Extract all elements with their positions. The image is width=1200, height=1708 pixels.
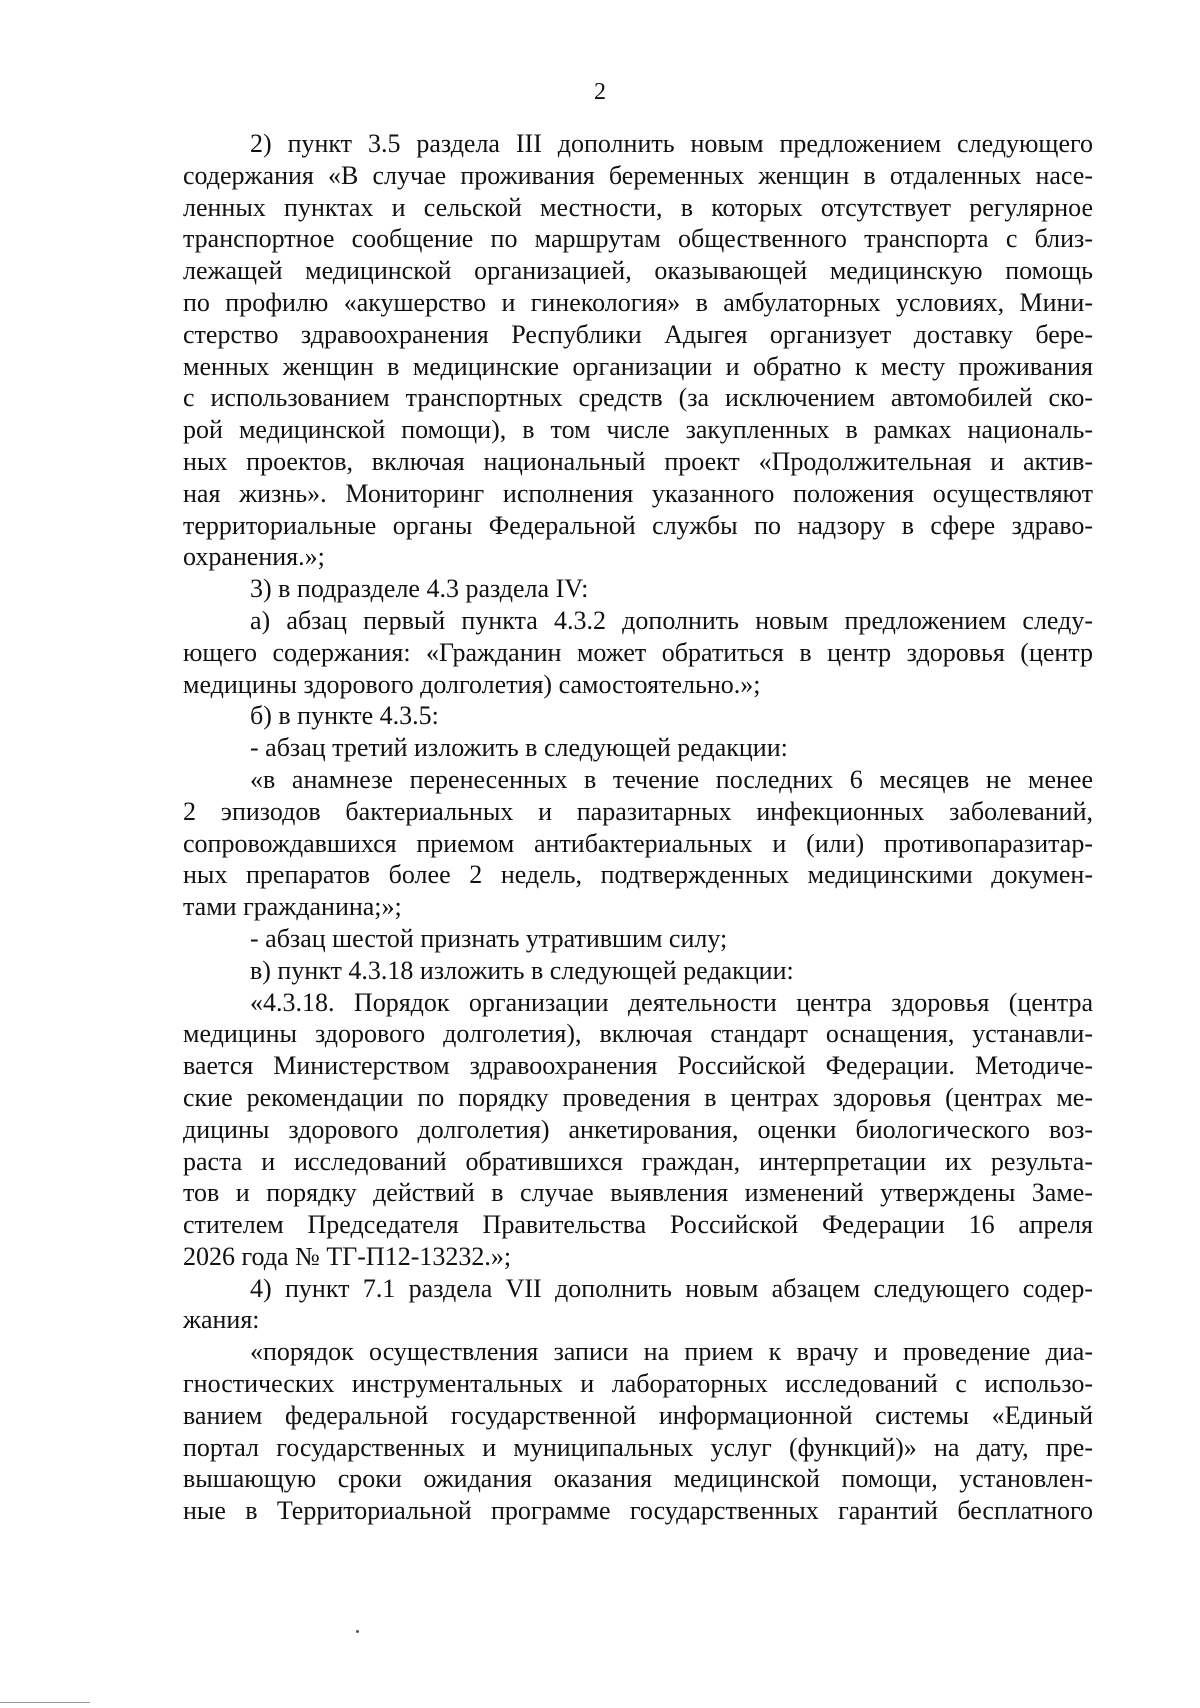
text-line: ленных пунктах и сельской местности, в которых отсутствует регулярное: [183, 192, 1093, 222]
text-line: 4) пункт 7.1 раздела VII дополнить новым абзацем следующего содер-: [250, 1273, 1093, 1303]
text-line: с использованием транспортных средств (за исключением автомобилей ско-: [183, 383, 1093, 413]
text-line: стителем Председателя Правительства Российской Федерации 16 апреля: [183, 1210, 1093, 1240]
text-line: раста и исследований обратившихся граждан, интерпретации их результа-: [183, 1146, 1093, 1176]
text-line: охранения.»;: [183, 542, 325, 572]
text-line: вается Министерством здравоохранения Российской Федерации. Методиче-: [183, 1051, 1093, 1081]
scan-speck: [356, 1630, 359, 1633]
text-line: дицины здорового долголетия) анкетирования, оценки биологического воз-: [183, 1114, 1093, 1144]
text-line: - абзац третий изложить в следующей редакции:: [250, 733, 788, 763]
text-line: ные в Территориальной программе государственных гарантий бесплатного: [183, 1496, 1093, 1526]
text-line: а) абзац первый пункта 4.3.2 дополнить новым предложением следу-: [250, 605, 1093, 635]
text-line: ных проектов, включая национальный проект «Продолжительная и актив-: [183, 446, 1093, 476]
text-line: менных женщин в медицинские организации и обратно к месту проживания: [183, 351, 1093, 381]
text-line: сопровождавшихся приемом антибактериальных и (или) противопаразитар-: [183, 828, 1093, 858]
text-line: ванием федеральной государственной информационной системы «Единый: [183, 1400, 1093, 1430]
text-line: «в анамнезе перенесенных в течение последних 6 месяцев не менее: [250, 764, 1093, 794]
text-line: ных препаратов более 2 недель, подтвержденных медицинскими докумен-: [183, 860, 1093, 890]
document-body: [183, 128, 1093, 1527]
text-line: по профилю «акушерство и гинекология» в амбулаторных условиях, Мини-: [183, 287, 1093, 317]
scan-edge-mark: [0, 1702, 90, 1703]
text-line: медицины здорового долголетия), включая стандарт оснащения, устанавли-: [183, 1019, 1093, 1049]
text-line: ная жизнь». Мониторинг исполнения указанного положения осуществляют: [183, 478, 1093, 508]
text-line: содержания «В случае проживания беременных женщин в отдаленных насе-: [183, 160, 1093, 190]
text-line: «4.3.18. Порядок организации деятельности центра здоровья (центра: [250, 987, 1093, 1017]
text-line: в) пункт 4.3.18 изложить в следующей редакции:: [250, 955, 794, 985]
text-line: жания:: [183, 1305, 260, 1335]
page-number: 2: [594, 79, 606, 105]
text-line: 3) в подразделе 4.3 раздела IV:: [250, 574, 589, 604]
text-line: медицины здорового долголетия) самостоятельно.»;: [183, 669, 761, 699]
text-line: тов и порядку действий в случае выявления изменений утверждены Заме-: [183, 1178, 1093, 1208]
text-line: 2026 года № ТГ-П12-13232.»;: [183, 1241, 512, 1271]
text-line: ющего содержания: «Гражданин может обратиться в центр здоровья (центр: [183, 637, 1093, 667]
text-line: территориальные органы Федеральной службы по надзору в сфере здраво-: [183, 510, 1093, 540]
text-line: ские рекомендации по порядку проведения в центрах здоровья (центрах ме-: [183, 1082, 1093, 1112]
text-line: 2) пункт 3.5 раздела III дополнить новым предложением следующего: [250, 129, 1093, 158]
text-line: портал государственных и муниципальных услуг (функций)» на дату, пре-: [183, 1432, 1093, 1462]
text-line: б) в пункте 4.3.5:: [250, 701, 439, 731]
text-line: гностических инструментальных и лабораторных исследований с использо-: [183, 1369, 1093, 1399]
text-line: транспортное сообщение по маршрутам общественного транспорта с близ-: [183, 224, 1093, 254]
text-line: «порядок осуществления записи на прием к врачу и проведение диа-: [250, 1337, 1093, 1367]
text-line: стерство здравоохранения Республики Адыгея организует доставку бере-: [183, 319, 1093, 349]
text-line: рой медицинской помощи), в том числе закупленных в рамках националь-: [183, 415, 1093, 445]
text-line: - абзац шестой признать утратившим силу;: [250, 923, 728, 953]
text-line: лежащей медицинской организацией, оказывающей медицинскую помощь: [183, 256, 1093, 286]
text-line: тами гражданина;»;: [183, 892, 402, 922]
text-line: 2 эпизодов бактериальных и паразитарных инфекционных заболеваний,: [183, 796, 1093, 826]
text-line: вышающую сроки ожидания оказания медицинской помощи, установлен-: [183, 1464, 1093, 1494]
